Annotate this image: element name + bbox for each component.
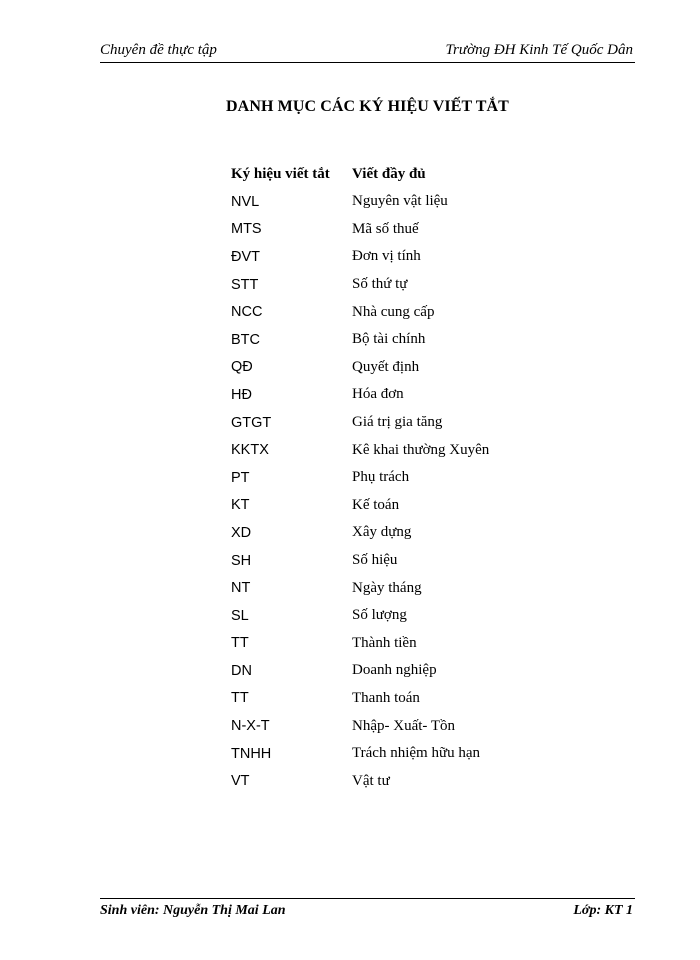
table-row	[231, 381, 489, 409]
full-form-cell: Nguyên vật liệu	[352, 193, 448, 210]
table-row	[231, 271, 489, 299]
abbreviation-cell: HĐ	[231, 386, 252, 403]
full-form-cell: Vật tư	[352, 772, 390, 789]
abbreviation-table	[231, 161, 489, 795]
abbreviation-cell: BTC	[231, 331, 260, 348]
abbreviation-cell: SH	[231, 552, 252, 569]
abbreviation-cell: ĐVT	[231, 248, 260, 265]
abbreviation-cell: N-X-T	[231, 718, 270, 735]
table-row	[231, 188, 489, 216]
full-form-cell: Bộ tài chính	[352, 331, 426, 348]
abbreviation-cell: TT	[231, 635, 249, 652]
table-row	[231, 630, 489, 658]
full-form-cell: Đơn vị tính	[352, 248, 421, 265]
abbreviation-cell: MTS	[231, 221, 262, 238]
header-university: Trường ĐH Kinh Tế Quốc Dân	[445, 42, 633, 58]
table-row	[231, 767, 489, 795]
table-row	[231, 436, 489, 464]
abbreviation-cell: GTGT	[231, 414, 272, 431]
abbreviation-cell: XD	[231, 524, 252, 541]
full-form-cell: Xây dựng	[352, 524, 412, 541]
abbreviation-cell: QĐ	[231, 359, 253, 376]
footer-class: Lớp: KT 1	[573, 903, 633, 918]
page-header	[100, 40, 635, 63]
full-form-cell: Mã số thuế	[352, 220, 419, 237]
full-form-cell: Số lượng	[352, 607, 407, 624]
abbreviation-cell: PT	[231, 469, 250, 486]
footer-student-name: Sinh viên: Nguyễn Thị Mai Lan	[100, 903, 286, 918]
abbreviation-cell: KKTX	[231, 442, 269, 459]
full-form-cell: Kế toán	[352, 496, 400, 513]
table-row	[231, 657, 489, 685]
column-header-full-form: Viết đầy đủ	[352, 166, 426, 182]
abbreviation-cell: SL	[231, 607, 249, 624]
table-row	[231, 326, 489, 354]
full-form-cell: Trách nhiệm hữu hạn	[352, 745, 480, 762]
full-form-cell: Quyết định	[352, 358, 420, 375]
table-row	[231, 712, 489, 740]
abbreviation-cell: TT	[231, 690, 249, 707]
page-title: DANH MỤC CÁC KÝ HIỆU VIẾT TẮT	[226, 98, 509, 115]
abbreviation-cell: KT	[231, 497, 250, 514]
full-form-cell: Phụ trách	[352, 469, 410, 486]
column-header-abbreviation: Ký hiệu viết tắt	[231, 166, 330, 182]
abbreviation-cell: TNHH	[231, 745, 272, 762]
abbreviation-cell: DN	[231, 662, 252, 679]
table-row	[231, 547, 489, 575]
table-row	[231, 685, 489, 713]
page-footer	[100, 898, 635, 923]
table-row	[231, 243, 489, 271]
table-row	[231, 409, 489, 437]
header-course-title: Chuyên đề thực tập	[100, 42, 217, 58]
abbreviation-cell: NVL	[231, 193, 260, 210]
full-form-cell: Giá trị gia tăng	[352, 414, 443, 431]
table-header-row	[231, 161, 489, 188]
table-row	[231, 216, 489, 244]
abbreviation-cell: STT	[231, 276, 259, 293]
full-form-cell: Thanh toán	[352, 689, 420, 706]
table-row	[231, 740, 489, 768]
table-row	[231, 354, 489, 382]
full-form-cell: Nhập- Xuất- Tồn	[352, 717, 456, 734]
table-row	[231, 298, 489, 326]
abbreviation-cell: VT	[231, 773, 250, 790]
full-form-cell: Doanh nghiệp	[352, 662, 437, 679]
abbreviation-cell: NT	[231, 580, 251, 597]
table-row	[231, 574, 489, 602]
table-row	[231, 492, 489, 520]
full-form-cell: Nhà cung cấp	[352, 303, 435, 320]
table-row	[231, 464, 489, 492]
full-form-cell: Số thứ tự	[352, 276, 408, 293]
full-form-cell: Số hiệu	[352, 552, 398, 569]
full-form-cell: Thành tiền	[352, 634, 417, 651]
table-row	[231, 602, 489, 630]
full-form-cell: Kê khai thường Xuyên	[352, 441, 490, 458]
full-form-cell: Hóa đơn	[352, 386, 404, 403]
abbreviation-cell: NCC	[231, 304, 263, 321]
full-form-cell: Ngày tháng	[352, 579, 422, 596]
table-row	[231, 519, 489, 547]
